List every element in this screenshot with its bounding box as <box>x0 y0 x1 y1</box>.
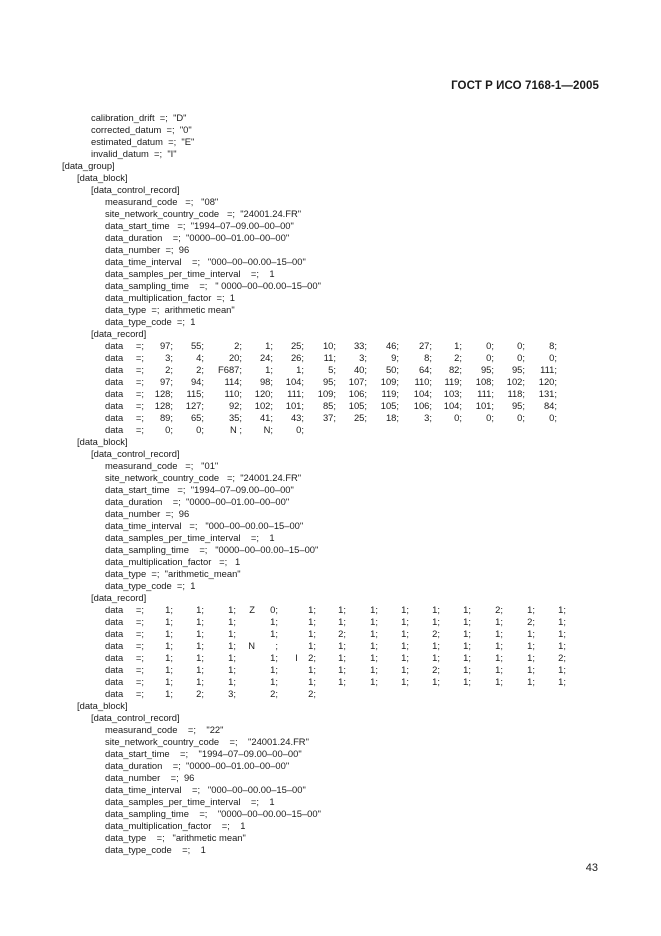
table-cell: Z <box>249 604 255 615</box>
table-cell: 1; <box>463 652 471 663</box>
table-cell: 25; <box>353 412 367 423</box>
table-cell: 1; <box>495 652 503 663</box>
table-cell: I 2; <box>295 652 316 663</box>
table-cell: 1; <box>196 628 204 639</box>
table-cell: 1; <box>270 628 278 639</box>
table-cell: 2; <box>432 664 440 675</box>
table-cell: 43; <box>290 412 304 423</box>
table-cell: 1; <box>338 604 346 615</box>
table-cell: 1; <box>463 676 471 687</box>
table-cell: 102; <box>506 376 525 387</box>
table-cell: 1; <box>401 676 409 687</box>
table-cell: =; <box>135 616 144 627</box>
table-cell: 1; <box>265 364 273 375</box>
table-cell: 10; <box>322 340 336 351</box>
table-cell: 1; <box>495 664 503 675</box>
table-cell: =; <box>135 604 144 615</box>
table-cell: 0; <box>296 424 304 435</box>
table-cell: 107; <box>348 376 367 387</box>
table-cell: 1; <box>196 652 204 663</box>
code-line: data_time_interval =; "000–00–00.00–15–00" <box>105 256 306 267</box>
table-cell: 35; <box>228 412 242 423</box>
table-cell: 1; <box>558 604 566 615</box>
table-cell: 1; <box>495 628 503 639</box>
table-cell: 1; <box>370 616 378 627</box>
table-cell: 84; <box>543 400 557 411</box>
table-cell: 0; <box>196 424 204 435</box>
table-cell: 2; <box>338 628 346 639</box>
code-line: data_duration =; "0000–00–01.00–00–00" <box>105 496 290 507</box>
code-line: [data_control_record] <box>91 712 180 723</box>
code-line: estimated_datum =; "E" <box>91 136 195 147</box>
table-cell: 1; <box>401 664 409 675</box>
table-cell: 1; <box>308 640 316 651</box>
code-line: data_type_code =; 1 <box>105 316 196 327</box>
code-line: [data_block] <box>77 436 128 447</box>
table-cell: data <box>105 412 124 423</box>
table-cell: 2; <box>196 688 204 699</box>
table-cell: 1; <box>370 664 378 675</box>
code-line: data_duration =; "0000–00–01.00–00–00" <box>105 232 290 243</box>
table-cell: 1; <box>432 676 440 687</box>
table-cell: 1; <box>296 364 304 375</box>
table-cell: 2; <box>165 364 173 375</box>
table-cell: data <box>105 424 124 435</box>
table-cell: 1; <box>338 652 346 663</box>
table-cell: 1; <box>308 676 316 687</box>
code-line: data_type =; arithmetic mean" <box>105 304 235 315</box>
table-cell: 109; <box>317 388 336 399</box>
table-cell: 1; <box>165 664 173 675</box>
table-cell: data <box>105 676 124 687</box>
table-cell: 119; <box>444 376 462 387</box>
table-cell: 3; <box>228 688 236 699</box>
table-cell: 106; <box>413 400 432 411</box>
table-cell: 1; <box>196 604 204 615</box>
code-line: [data_control_record] <box>91 448 180 459</box>
code-line: data_start_time =; "1994–07–09.00–00–00" <box>105 220 294 231</box>
table-cell: 1; <box>308 604 316 615</box>
table-cell: 108; <box>475 376 494 387</box>
table-cell: =; <box>135 352 144 363</box>
code-line: data_number =; 96 <box>105 508 190 519</box>
table-cell: 114; <box>224 376 242 387</box>
table-cell: 40; <box>353 364 367 375</box>
table-cell: 131; <box>538 388 557 399</box>
code-line: [data_block] <box>77 172 128 183</box>
table-cell: 1; <box>165 628 173 639</box>
table-cell: 82; <box>448 364 462 375</box>
table-cell: 2; <box>196 364 204 375</box>
table-cell: 128; <box>154 400 173 411</box>
code-line: data_samples_per_time_interval =; 1 <box>105 532 275 543</box>
table-cell: 0; <box>165 424 173 435</box>
table-cell: 1; <box>432 616 440 627</box>
table-cell: 1; <box>432 640 440 651</box>
table-cell: =; <box>135 400 144 411</box>
table-cell: =; <box>135 364 144 375</box>
table-cell: data <box>105 388 124 399</box>
table-cell: 92; <box>228 400 242 411</box>
table-cell: 119; <box>381 388 399 399</box>
table-cell: data <box>105 352 124 363</box>
table-cell: 1; <box>463 640 471 651</box>
table-cell: 1; <box>196 616 204 627</box>
table-cell: 1; <box>401 652 409 663</box>
table-cell: 25; <box>290 340 304 351</box>
table-cell: 1; <box>527 640 535 651</box>
code-line: data_type =; "arithmetic_mean" <box>105 568 241 579</box>
table-cell: 3; <box>359 352 367 363</box>
code-line: invalid_datum =; "I" <box>91 148 177 159</box>
table-cell: data <box>105 688 124 699</box>
table-cell: 1; <box>463 616 471 627</box>
table-cell: data <box>105 340 124 351</box>
table-cell: N <box>248 640 255 651</box>
table-cell: data <box>105 400 124 411</box>
table-cell: 1; <box>228 664 236 675</box>
table-cell: 1; <box>527 652 535 663</box>
table-cell: 1; <box>228 604 236 615</box>
table-cell: 1; <box>558 628 566 639</box>
table-cell: 1; <box>270 616 278 627</box>
table-cell: =; <box>135 376 144 387</box>
code-line: data_sampling_time =; "0000–00–00.00–15–00" <box>105 544 319 555</box>
table-cell: 102; <box>254 400 273 411</box>
table-cell: 1; <box>454 340 462 351</box>
table-cell: 1; <box>196 676 204 687</box>
table-cell: 0; <box>549 412 557 423</box>
table-cell: 115; <box>186 388 204 399</box>
table-cell: 118; <box>507 388 525 399</box>
table-cell: 9; <box>391 352 399 363</box>
code-line: data_multiplication_factor =; 1 <box>105 820 246 831</box>
table-cell: 0; <box>486 340 494 351</box>
table-cell: 1; <box>338 616 346 627</box>
table-cell: 89; <box>159 412 173 423</box>
table-cell: 0; <box>517 352 525 363</box>
table-cell: 1; <box>165 676 173 687</box>
table-cell: 26; <box>290 352 304 363</box>
table-cell: =; <box>135 628 144 639</box>
table-cell: 1; <box>270 664 278 675</box>
code-line: data_sampling_time =; " 0000–00–00.00–15–00" <box>105 280 321 291</box>
table-cell: 111; <box>540 364 557 375</box>
table-cell: 1; <box>370 676 378 687</box>
table-cell: 104; <box>285 376 304 387</box>
table-cell: 1; <box>527 604 535 615</box>
table-cell: 1; <box>165 640 173 651</box>
table-cell: 1; <box>308 664 316 675</box>
table-cell: 94; <box>190 376 204 387</box>
table-cell: 101; <box>285 400 304 411</box>
table-cell: 1; <box>401 628 409 639</box>
table-cell: 1; <box>308 616 316 627</box>
code-line: data_type =; "arithmetic mean" <box>105 832 246 843</box>
table-cell: 1; <box>196 664 204 675</box>
table-cell: 127; <box>185 400 204 411</box>
table-cell: data <box>105 616 124 627</box>
table-cell: 0; <box>549 352 557 363</box>
table-cell: 0; <box>454 412 462 423</box>
table-cell: 0; <box>486 352 494 363</box>
table-cell: =; <box>135 424 144 435</box>
table-cell: data <box>105 664 124 675</box>
table-cell: N; <box>263 424 273 435</box>
table-cell: 106; <box>348 388 367 399</box>
table-cell: 1; <box>558 640 566 651</box>
code-line: measurand_code =; "08" <box>105 196 219 207</box>
code-line: data_samples_per_time_interval =; 1 <box>105 796 275 807</box>
table-cell: 1; <box>165 604 173 615</box>
table-cell: 1; <box>495 640 503 651</box>
table-cell: data <box>105 364 124 375</box>
table-cell: =; <box>135 412 144 423</box>
table-cell: 111; <box>287 388 304 399</box>
table-cell: 1; <box>432 652 440 663</box>
table-cell: =; <box>135 388 144 399</box>
table-cell: data <box>105 628 124 639</box>
table-cell: ; <box>275 640 278 651</box>
table-cell: 2; <box>558 652 566 663</box>
table-cell: 24; <box>259 352 273 363</box>
table-cell: 1; <box>265 340 273 351</box>
code-line: [data_control_record] <box>91 184 180 195</box>
table-cell: 98; <box>259 376 273 387</box>
table-cell: 41; <box>259 412 273 423</box>
table-cell: =; <box>135 664 144 675</box>
table-cell: 1; <box>165 688 173 699</box>
table-cell: 1; <box>527 676 535 687</box>
code-line: [data_record] <box>91 592 147 603</box>
table-cell: 0; <box>486 412 494 423</box>
code-line: data_time_interval =; "000–00–00.00–15–00" <box>105 784 306 795</box>
table-cell: 37; <box>322 412 336 423</box>
table-cell: 2; <box>270 688 278 699</box>
table-cell: 5; <box>328 364 336 375</box>
table-cell: 18; <box>385 412 399 423</box>
table-cell: 1; <box>432 604 440 615</box>
table-cell: 1; <box>495 616 503 627</box>
code-line: data_type_code =; 1 <box>105 844 206 855</box>
code-line: data_time_interval =; "000–00–00.00–15–00" <box>105 520 304 531</box>
code-line: [data_block] <box>77 700 128 711</box>
table-cell: =; <box>135 640 144 651</box>
table-cell: 109; <box>380 376 399 387</box>
table-cell: 2; <box>432 628 440 639</box>
table-cell: data <box>105 640 124 651</box>
table-cell: 1; <box>495 676 503 687</box>
code-line: data_start_time =; "1994–07–09.00–00–00" <box>105 748 302 759</box>
table-cell: 110; <box>414 376 432 387</box>
table-cell: 1; <box>196 640 204 651</box>
code-line: data_sampling_time =; "0000–00–00.00–15–00" <box>105 808 321 819</box>
table-cell: 65; <box>190 412 204 423</box>
table-cell: 1; <box>558 676 566 687</box>
table-cell: 8; <box>549 340 557 351</box>
table-cell: N ; <box>230 424 242 435</box>
code-line: data_start_time =; "1994–07–09.00–00–00" <box>105 484 294 495</box>
table-cell: 1; <box>228 652 236 663</box>
table-cell: 0; <box>517 412 525 423</box>
table-cell: 2; <box>308 688 316 699</box>
table-cell: 11; <box>323 352 336 363</box>
table-cell: =; <box>135 652 144 663</box>
table-cell: 50; <box>385 364 399 375</box>
code-line: site_network_country_code =; "24001.24.FR" <box>105 736 309 747</box>
table-cell: 110; <box>224 388 242 399</box>
table-cell: 1; <box>401 616 409 627</box>
table-cell: data <box>105 652 124 663</box>
code-line: [data_record] <box>91 328 147 339</box>
table-cell: 1; <box>338 640 346 651</box>
table-cell: 1; <box>270 676 278 687</box>
table-cell: 1; <box>527 628 535 639</box>
table-cell: 1; <box>370 628 378 639</box>
table-cell: data <box>105 604 124 615</box>
table-cell: 1; <box>558 616 566 627</box>
code-line: data_multiplication_factor =; 1 <box>105 556 241 567</box>
table-cell: 8; <box>424 352 432 363</box>
table-cell: 1; <box>270 652 278 663</box>
table-cell: 97; <box>159 340 173 351</box>
table-cell: 0; <box>270 604 278 615</box>
table-cell: =; <box>135 340 144 351</box>
table-cell: 1; <box>228 676 236 687</box>
table-cell: 2; <box>527 616 535 627</box>
table-cell: 1; <box>527 664 535 675</box>
table-cell: 1; <box>401 640 409 651</box>
code-line: data_number =; 96 <box>105 244 190 255</box>
code-line: site_network_country_code =; "24001.24.FR" <box>105 208 302 219</box>
table-cell: data <box>105 376 124 387</box>
table-cell: 4; <box>196 352 204 363</box>
table-cell: 3; <box>424 412 432 423</box>
code-line: corrected_datum =; "0" <box>91 124 192 135</box>
table-cell: 55; <box>190 340 204 351</box>
table-cell: 1; <box>338 676 346 687</box>
table-cell: F687; <box>218 364 242 375</box>
table-cell: 120; <box>254 388 273 399</box>
table-cell: 95; <box>480 364 494 375</box>
code-line: [data_group] <box>62 160 115 171</box>
document-header: ГОСТ Р ИСО 7168-1—2005 <box>451 80 599 92</box>
table-cell: 27; <box>418 340 432 351</box>
table-cell: 1; <box>370 640 378 651</box>
table-cell: 3; <box>165 352 173 363</box>
table-cell: 33; <box>353 340 367 351</box>
page-number: 43 <box>585 862 598 874</box>
table-cell: 1; <box>308 628 316 639</box>
table-cell: 2; <box>495 604 503 615</box>
table-cell: 95; <box>511 400 525 411</box>
code-line: data_multiplication_factor =; 1 <box>105 292 236 303</box>
table-cell: =; <box>135 676 144 687</box>
table-cell: 1; <box>370 604 378 615</box>
table-cell: 95; <box>511 364 525 375</box>
code-line: data_duration =; "0000–00–01.00–00–00" <box>105 760 290 771</box>
table-cell: 128; <box>154 388 173 399</box>
table-cell: 120; <box>538 376 557 387</box>
table-cell: 103; <box>443 388 462 399</box>
code-line: data_number =; 96 <box>105 772 195 783</box>
table-cell: 105; <box>380 400 399 411</box>
table-cell: 1; <box>228 628 236 639</box>
table-cell: 20; <box>228 352 242 363</box>
table-cell: 105; <box>348 400 367 411</box>
table-cell: 64; <box>418 364 432 375</box>
table-cell: 1; <box>463 604 471 615</box>
table-cell: 1; <box>228 640 236 651</box>
code-line: measurand_code =; "01" <box>105 460 219 471</box>
code-line: site_network_country_code =; "24001.24.FR" <box>105 472 302 483</box>
table-cell: 1; <box>401 604 409 615</box>
table-cell: 1; <box>463 628 471 639</box>
table-cell: 0; <box>517 340 525 351</box>
table-cell: 104; <box>413 388 432 399</box>
table-cell: =; <box>135 688 144 699</box>
table-cell: 1; <box>463 664 471 675</box>
table-cell: 101; <box>475 400 494 411</box>
table-cell: 104; <box>443 400 462 411</box>
code-line: measurand_code =; "22" <box>105 724 224 735</box>
table-cell: 97; <box>159 376 173 387</box>
table-cell: 46; <box>385 340 399 351</box>
table-cell: 111; <box>477 388 494 399</box>
table-cell: 1; <box>338 664 346 675</box>
table-cell: 95; <box>322 376 336 387</box>
table-cell: 2; <box>454 352 462 363</box>
table-cell: 1; <box>370 652 378 663</box>
code-line: calibration_drift =; "D" <box>91 112 187 123</box>
code-line: data_type_code =; 1 <box>105 580 196 591</box>
table-cell: 1; <box>165 616 173 627</box>
table-cell: 85; <box>322 400 336 411</box>
table-cell: 1; <box>165 652 173 663</box>
code-line: data_samples_per_time_interval =; 1 <box>105 268 275 279</box>
table-cell: 1; <box>558 664 566 675</box>
table-cell: 1; <box>228 616 236 627</box>
table-cell: 2; <box>234 340 242 351</box>
